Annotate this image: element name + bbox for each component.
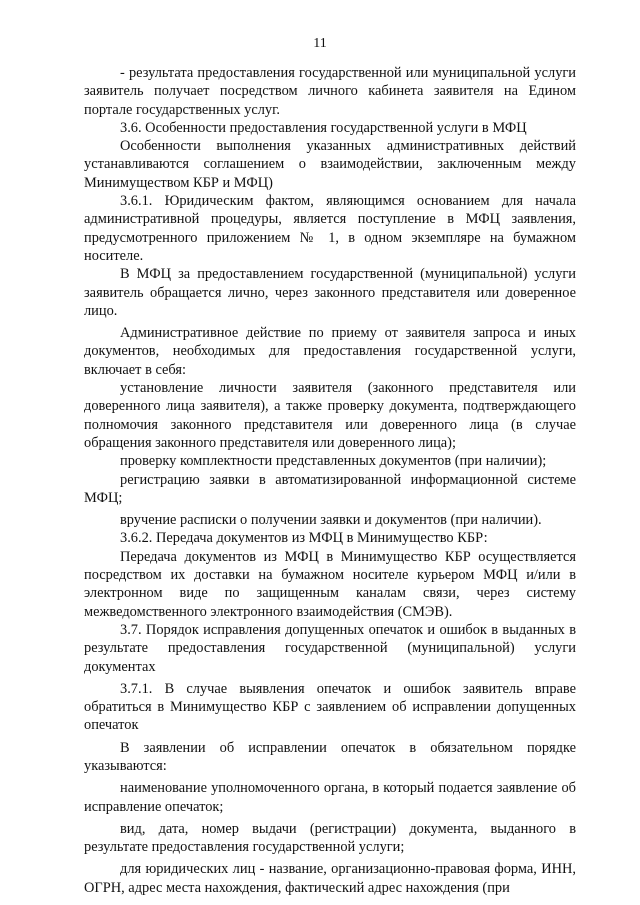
- paragraph: 3.7.1. В случае выявления опечаток и ошибок заявитель вправе обратиться в Минимущество КБР с заявлением об исправлении допущенных опечаток: [84, 680, 576, 734]
- paragraph: Административное действие по приему от заявителя запроса и иных документов, необходимых для предоставления государственной услуги, включает в себя:: [84, 325, 576, 378]
- document-body: [84, 64, 576, 897]
- list-item: наименование уполномоченного органа, в который подается заявление об исправление опечаток;: [84, 780, 576, 815]
- list-item: установление личности заявителя (законного представителя или доверенного лица заявителя), а также проверку документа, подтверждающего полномочия законного представителя или доверенного лица (в случае обращения законного представителя или доверенного лица);: [84, 380, 576, 451]
- paragraph: В МФЦ за предоставлением государственной (муниципальной) услуги заявитель обращается лично, через законного представителя или доверенное лицо.: [84, 266, 576, 319]
- paragraph: Особенности выполнения указанных административных действий устанавливаются соглашением о взаимодействии, заключенным между Минимуществом КБР и МФЦ): [84, 138, 576, 191]
- section-heading: 3.6.2. Передача документов из МФЦ в Минимущество КБР:: [120, 530, 488, 547]
- page-number: 11: [313, 36, 327, 51]
- paragraph: - результата предоставления государственной или муниципальной услуги заявитель получает посредством личного кабинета заявителя на Едином портале государственных услуг.: [84, 65, 576, 118]
- paragraph: В заявлении об исправлении опечаток в обязательном порядке указываются:: [84, 739, 576, 774]
- paragraph: 3.6.1. Юридическим фактом, являющимся основанием для начала административной процедуры, является поступление в МФЦ заявления, предусмотренного приложением № 1, в одном экземпляре на бумажном носителе.: [84, 193, 576, 264]
- list-item: регистрацию заявки в автоматизированной информационной системе МФЦ;: [84, 471, 576, 506]
- list-item: для юридических лиц - название, организационно-правовая форма, ИНН, ОГРН, адрес места нахождения, фактический адрес нахождения (при: [84, 861, 576, 896]
- list-item: вид, дата, номер выдачи (регистрации) документа, выданного в результате предоставления государственной услуги;: [84, 820, 576, 856]
- list-item: проверку комплектности представленных документов (при наличии);: [120, 453, 547, 470]
- section-heading: 3.7. Порядок исправления допущенных опечаток и ошибок в выданных в результате предоставления государственной (муниципальной) услуги документах: [84, 621, 576, 675]
- section-heading: 3.6. Особенности предоставления государственной услуги в МФЦ: [120, 119, 527, 136]
- paragraph: Передача документов из МФЦ в Минимущество КБР осуществляется посредством их доставки на бумажном носителе курьером МФЦ и/или в электронном виде по защищенным каналам связи, через систему межведомственного электронного взаимодействия (СМЭВ).: [84, 548, 576, 620]
- list-item: вручение расписки о получении заявки и документов (при наличии).: [120, 512, 542, 529]
